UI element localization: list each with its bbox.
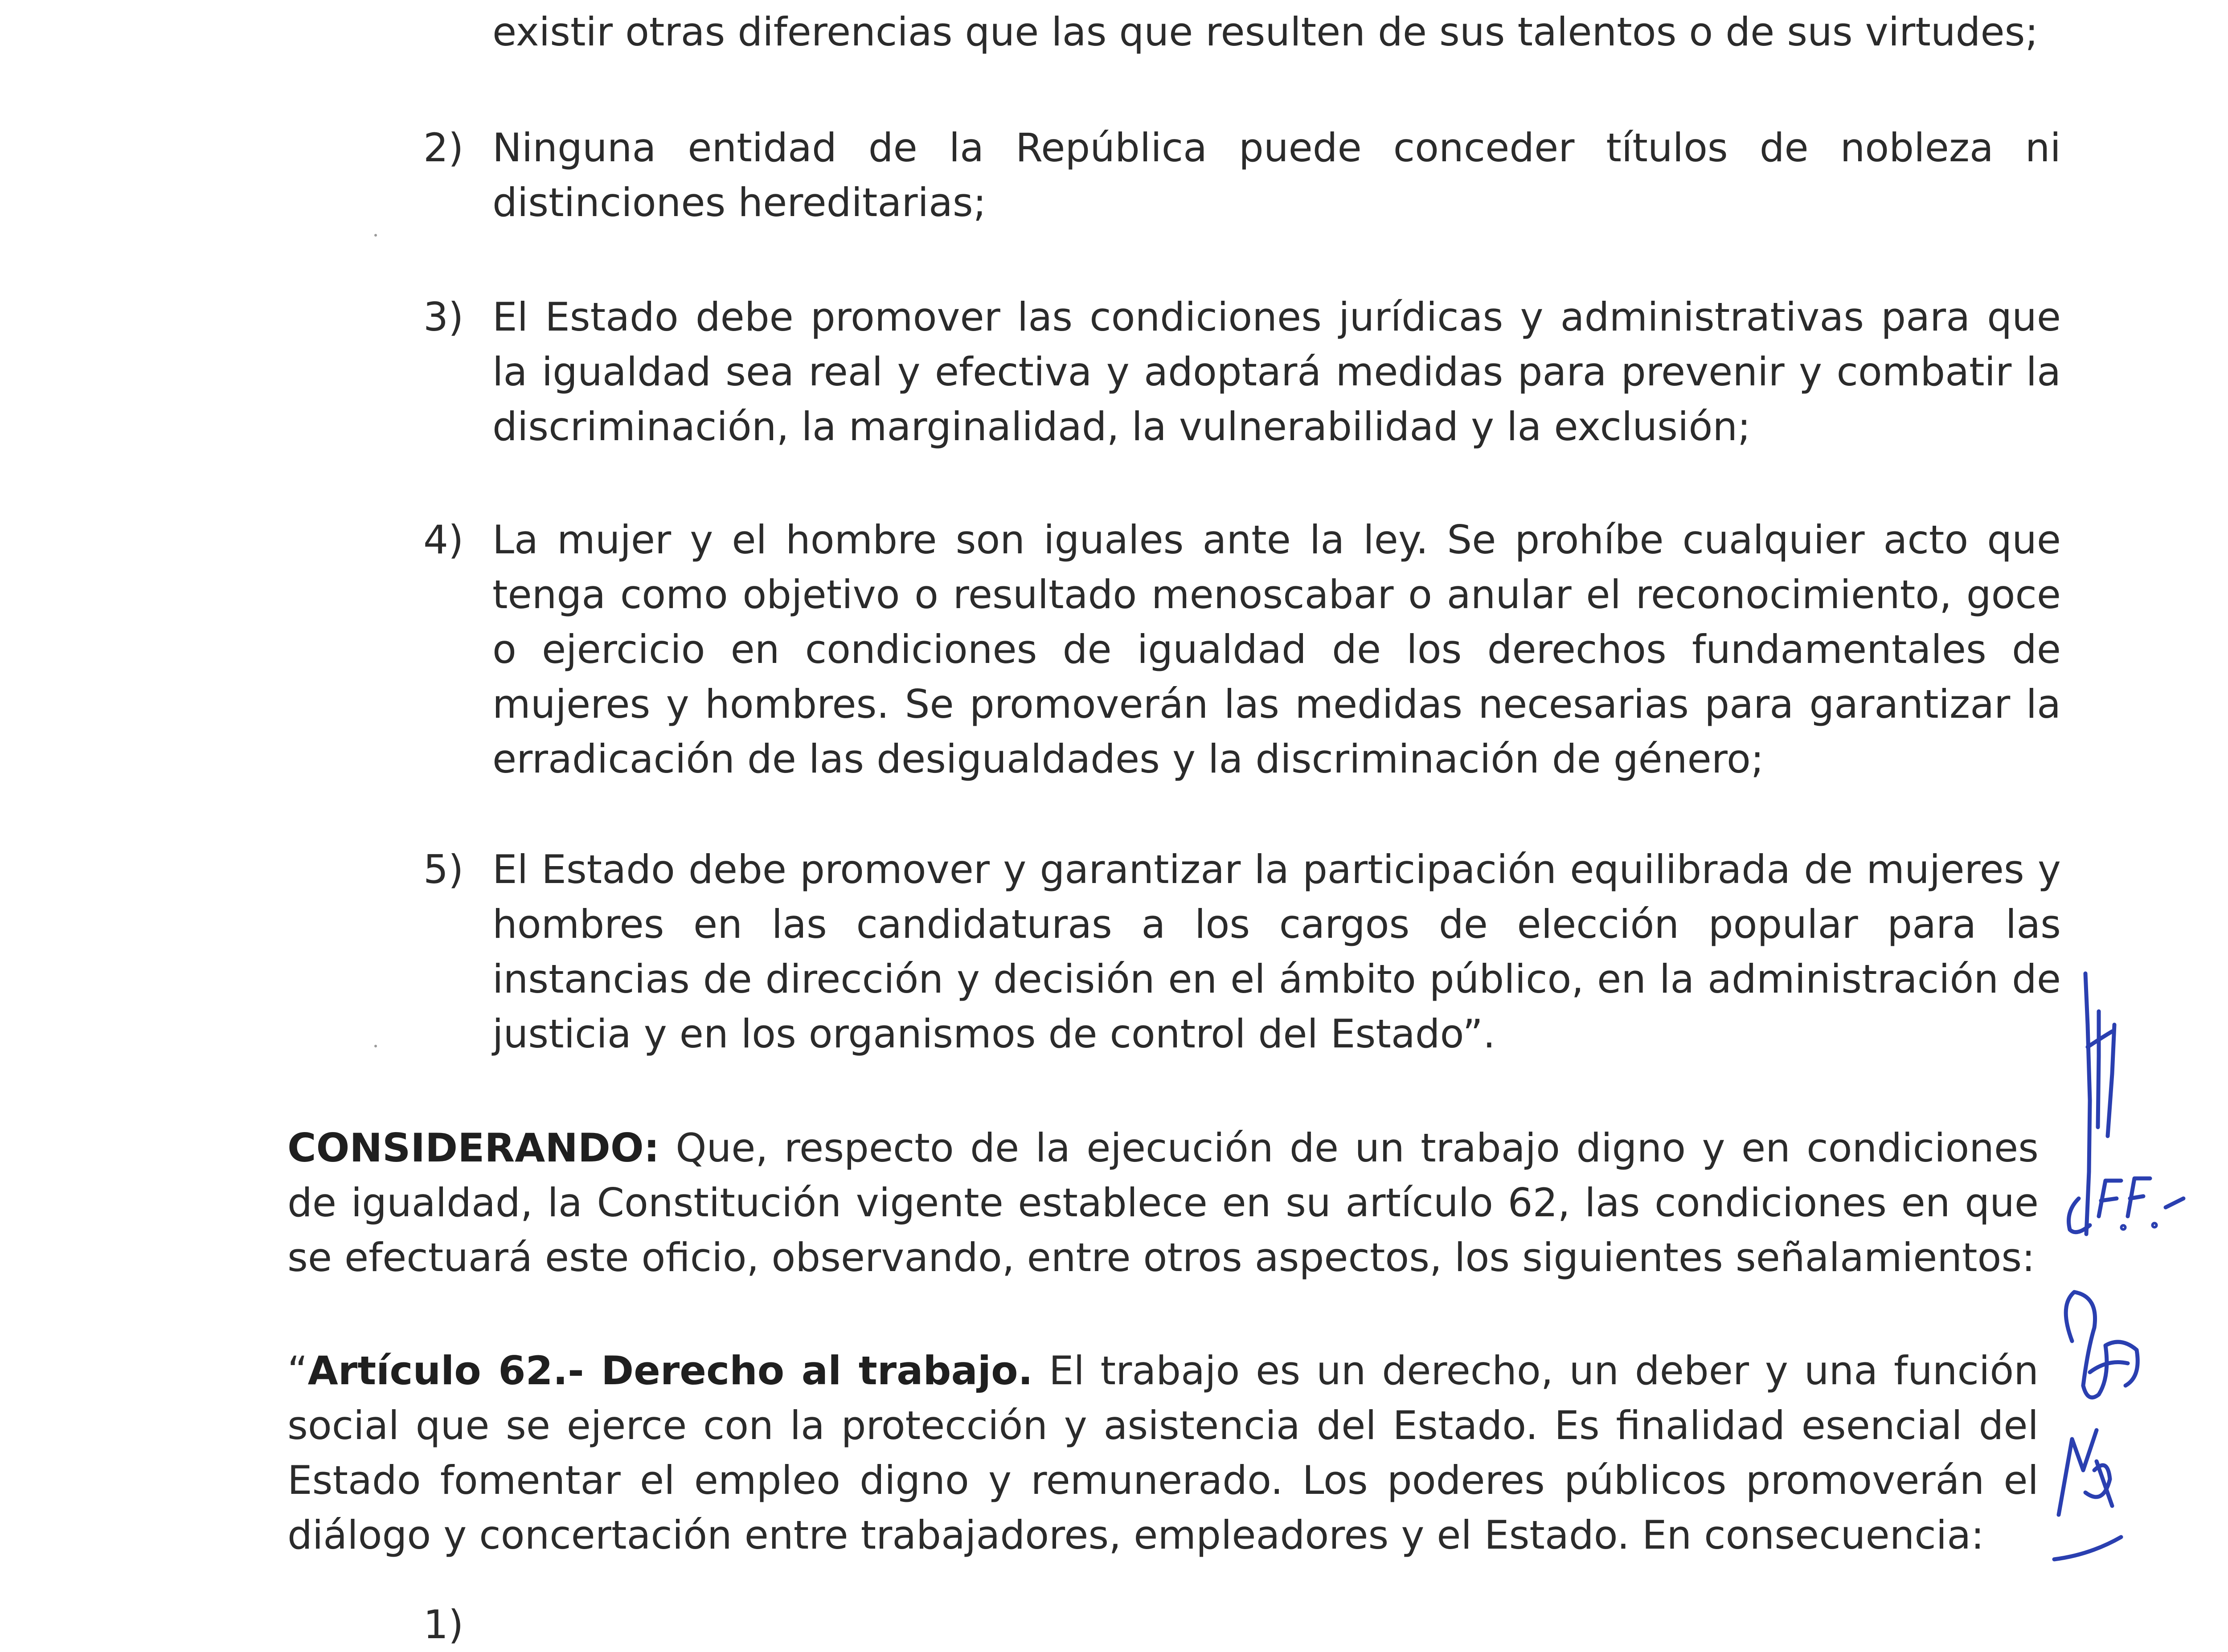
- continued-item-text: existir otras diferencias que las que resulten de sus talentos o de sus virtudes;: [492, 9, 2039, 55]
- articulo-62-text: El trabajo es un derecho, un deber y una función social que se ejerce con la protección y asistencia del Estado. Es finalidad esencial del Estado fomentar el empleo digno y remunerado. Los poderes públicos promoverán el diálogo y concertación entre trabajadores, empleadores y el Estado. En consecuencia:: [287, 1348, 2039, 1558]
- list-item-number: 1): [423, 1602, 464, 1648]
- margin-signatures: [2032, 958, 2228, 1625]
- considerando-paragraph: [287, 1120, 2039, 1285]
- list-item-text: Ninguna entidad de la República puede conceder títulos de nobleza ni distinciones hereditarias;: [492, 125, 2061, 225]
- opening-quote: “: [287, 1348, 308, 1394]
- list-item-number: 2): [423, 125, 464, 171]
- margin-mark: [374, 1045, 377, 1047]
- signature-initials-4: [2054, 1430, 2121, 1559]
- list-item-text: El Estado debe promover las condiciones jurídicas y administrativas para que la igualdad sea real y efectiva y adoptará medidas para prevenir y combatir la discriminación, la marginalidad, la vulnerabilidad y la exclusión;: [492, 294, 2061, 450]
- margin-mark: [374, 234, 377, 237]
- signature-initials-3: [2066, 1292, 2138, 1398]
- list-item-text: El Estado debe promover y garantizar la participación equilibrada de mujeres y hombres en las candidaturas a los cargos de elección popular para las instancias de dirección y decisión en el ámbito público, en la administración de justicia y en los organismos de control del Estado”.: [492, 846, 2061, 1057]
- signature-initials-1: [2085, 973, 2114, 1234]
- list-item-number: 4): [423, 517, 464, 563]
- articulo-62-paragraph: [287, 1343, 2039, 1562]
- considerando-label: CONSIDERANDO:: [287, 1125, 659, 1171]
- list-item-number: 3): [423, 294, 464, 340]
- articulo-62-label: Artículo 62.- Derecho al trabajo.: [307, 1348, 1033, 1394]
- list-item-number: 5): [423, 846, 464, 892]
- considerando-text: Que, respecto de la ejecución de un trabajo digno y en condiciones de igualdad, la Constitución vigente establece en su artículo 62, las condiciones en que se efectuará este oficio, observando, entre otros aspectos, los siguientes señalamientos:: [287, 1125, 2039, 1280]
- list-item-text: La mujer y el hombre son iguales ante la ley. Se prohíbe cualquier acto que tenga como objetivo o resultado menoscabar o anular el reconocimiento, goce o ejercicio en condiciones de igualdad de los derechos fundamentales de mujeres y hombres. Se promoverán las medidas necesarias para garantizar la erradicación de las desigualdades y la discriminación de género;: [492, 517, 2061, 782]
